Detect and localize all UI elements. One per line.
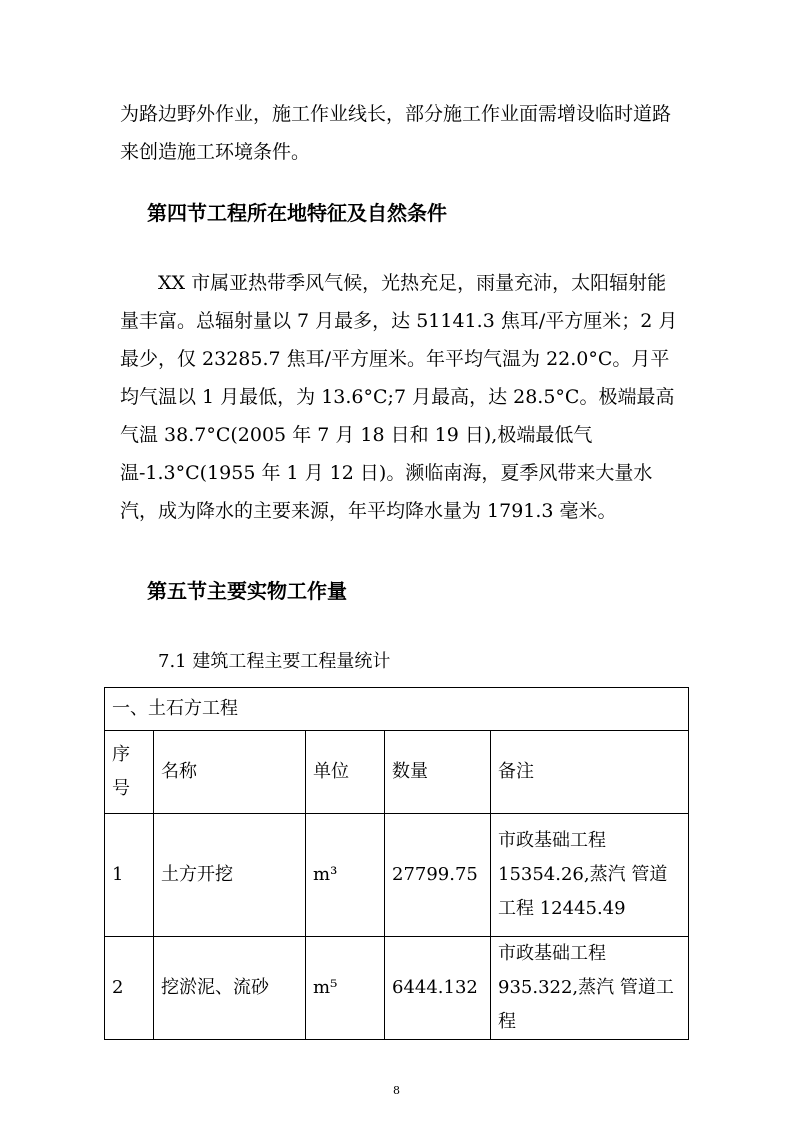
paragraph-climate: XX 市属亚热带季风气候，光热充足，雨量充沛，太阳辐射能量丰富。总辐射量以 7 月最多，达 51141.3 焦耳/平方厘米；2 月最少，仅 23285.7 焦耳/平方厘米。年平均气温为 22.0°C。月平均气温以 1 月最低，为 13.6°C;7 月最高，达 28.5°C。极端最高气温 38.7°C(2005 年 7 月 18 日和 19 日),极端最低气温-1.3°C(1955 年 1 月 12 日)。濒临南海，夏季风带来大量水汽，成为降水的主要来源，年平均降水量为 1791.3 毫米。	[120, 272, 678, 522]
cell-unit: m⁵	[306, 937, 385, 1040]
table-header-row	[105, 731, 689, 814]
cell-index: 1	[105, 814, 154, 937]
cell-note: 市政基础工程 15354.26,蒸汽 管道工程 12445.49	[491, 814, 689, 937]
header-name: 名称	[154, 731, 306, 814]
cell-quantity: 27799.75	[385, 814, 491, 937]
header-note: 备注	[491, 731, 689, 814]
table-section-title: 一、土石方工程	[105, 688, 689, 731]
section-heading-site-conditions: 第四节工程所在地特征及自然条件	[147, 201, 447, 225]
header-unit: 单位	[306, 731, 385, 814]
page-number: 8	[393, 1084, 400, 1097]
cell-name: 土方开挖	[154, 814, 306, 937]
cell-quantity: 6444.132	[385, 937, 491, 1040]
header-index: 序号	[105, 731, 154, 814]
paragraph-construction-conditions: 为路边野外作业，施工作业线长，部分施工作业面需增设临时道路来创造施工环境条件。	[120, 103, 672, 163]
table-caption: 7.1 建筑工程主要工程量统计	[158, 651, 391, 672]
cell-name: 挖淤泥、流砂	[154, 937, 306, 1040]
section-heading-main-quantities: 第五节主要实物工作量	[147, 579, 347, 603]
table-row	[105, 937, 689, 1040]
table-row	[105, 814, 689, 937]
quantities-table	[104, 687, 689, 1040]
table-section-row	[105, 688, 689, 731]
header-quantity: 数量	[385, 731, 491, 814]
cell-index: 2	[105, 937, 154, 1040]
cell-unit: m³	[306, 814, 385, 937]
cell-note: 市政基础工程 935.322,蒸汽 管道工程	[491, 937, 689, 1040]
